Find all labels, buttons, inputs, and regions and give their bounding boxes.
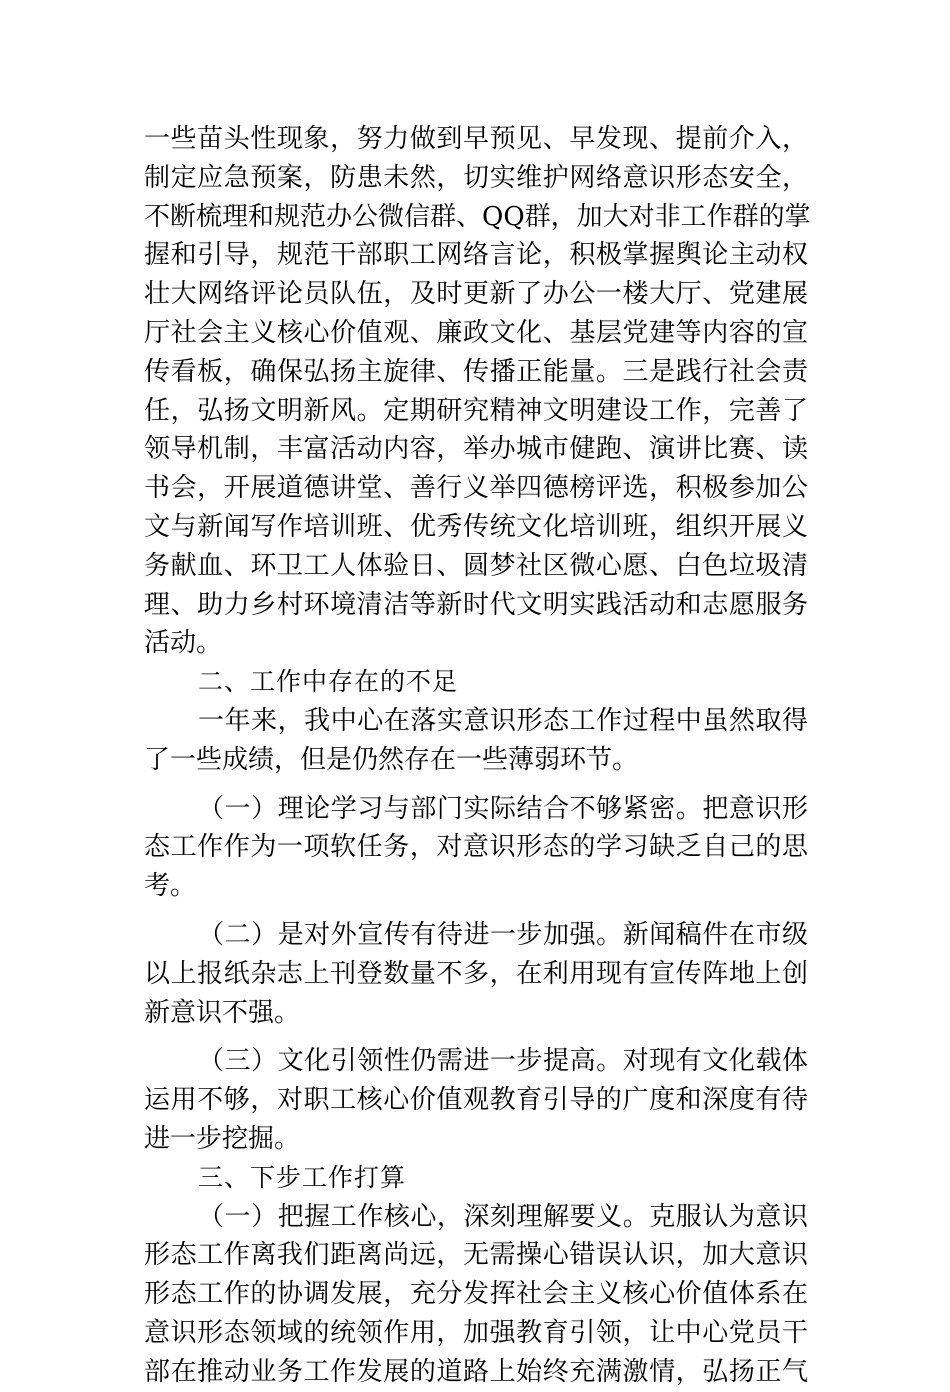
paragraph-shortcomings-intro — [144, 702, 808, 780]
text-line: 一年来，我中心在落实意识形态工作过程中虽然取得 — [198, 705, 808, 736]
paragraph-shortcoming-3 — [144, 1042, 808, 1158]
section-heading-shortcomings: 二、工作中存在的不足 — [198, 667, 459, 697]
text-line: 务献血、环卫工人体验日、圆梦社区微心愿、白色垃圾清 — [144, 550, 808, 581]
text-line: 态工作作为一项软任务，对意识形态的学习缺乏自己的思 — [144, 832, 808, 863]
paragraph-next-step-1 — [144, 1198, 808, 1392]
text-line: 部在推动业务工作发展的道路上始终充满激情，弘扬正气 — [144, 1356, 808, 1387]
text-line: 厅社会主义核心价值观、廉政文化、基层党建等内容的宣 — [144, 317, 808, 348]
text-line: 活动。 — [144, 628, 223, 659]
text-line: （三）文化引领性仍需进一步提高。对现有文化载体 — [198, 1046, 808, 1077]
text-line: 进一步挖掘。 — [144, 1123, 301, 1154]
text-line: 制定应急预案，防患未然，切实维护网络意识形态安全， — [144, 162, 808, 193]
text-line: 握和引导，规范干部职工网络言论，积极掌握舆论主动权 — [144, 240, 808, 271]
text-line: 形态工作离我们距离尚远，无需操心错误认识，加大意识 — [144, 1240, 808, 1271]
text-line: 了一些成绩，但是仍然存在一些薄弱环节。 — [144, 744, 639, 775]
text-line: 任，弘扬文明新风。定期研究精神文明建设工作，完善了 — [144, 395, 808, 426]
document-body — [144, 120, 811, 1392]
paragraph-shortcoming-2 — [144, 916, 808, 1032]
text-line: 书会，开展道德讲堂、善行义举四德榜评选，积极参加公 — [144, 473, 808, 504]
paragraph-shortcoming-1 — [144, 790, 808, 906]
text-line: 形态工作的协调发展，充分发挥社会主义核心价值体系在 — [144, 1279, 808, 1310]
section-heading-next-steps: 三、下步工作打算 — [198, 1162, 407, 1192]
text-line: 理、助力乡村环境清洁等新时代文明实践活动和志愿服务 — [144, 589, 808, 620]
text-line: 领导机制，丰富活动内容，举办城市健跑、演讲比赛、读 — [144, 434, 808, 465]
text-line: （一）理论学习与部门实际结合不够紧密。把意识形 — [198, 793, 808, 824]
text-line: 新意识不强。 — [144, 997, 301, 1028]
text-line: 以上报纸杂志上刊登数量不多，在利用现有宣传阵地上创 — [144, 958, 808, 989]
text-line: 考。 — [144, 871, 197, 902]
text-line: 不断梳理和规范办公微信群、QQ群，加大对非工作群的掌 — [144, 201, 811, 232]
text-line: 壮大网络评论员队伍，及时更新了办公一楼大厅、党建展 — [144, 279, 808, 310]
text-line: （一）把握工作核心，深刻理解要义。克服认为意识 — [198, 1201, 808, 1232]
text-line: （二）是对外宣传有待进一步加强。新闻稿件在市级 — [198, 919, 808, 950]
text-line: 意识形态领域的统领作用，加强教育引领，让中心党员干 — [144, 1317, 808, 1348]
text-line: 一些苗头性现象，努力做到早预见、早发现、提前介入， — [144, 124, 808, 154]
text-line: 文与新闻写作培训班、优秀传统文化培训班，组织开展义 — [144, 511, 808, 542]
text-line: 传看板，确保弘扬主旋律、传播正能量。三是践行社会责 — [144, 356, 808, 387]
text-line: 运用不够，对职工核心价值观教育引导的广度和深度有待 — [144, 1085, 808, 1116]
paragraph-achievements-continued — [144, 120, 811, 663]
